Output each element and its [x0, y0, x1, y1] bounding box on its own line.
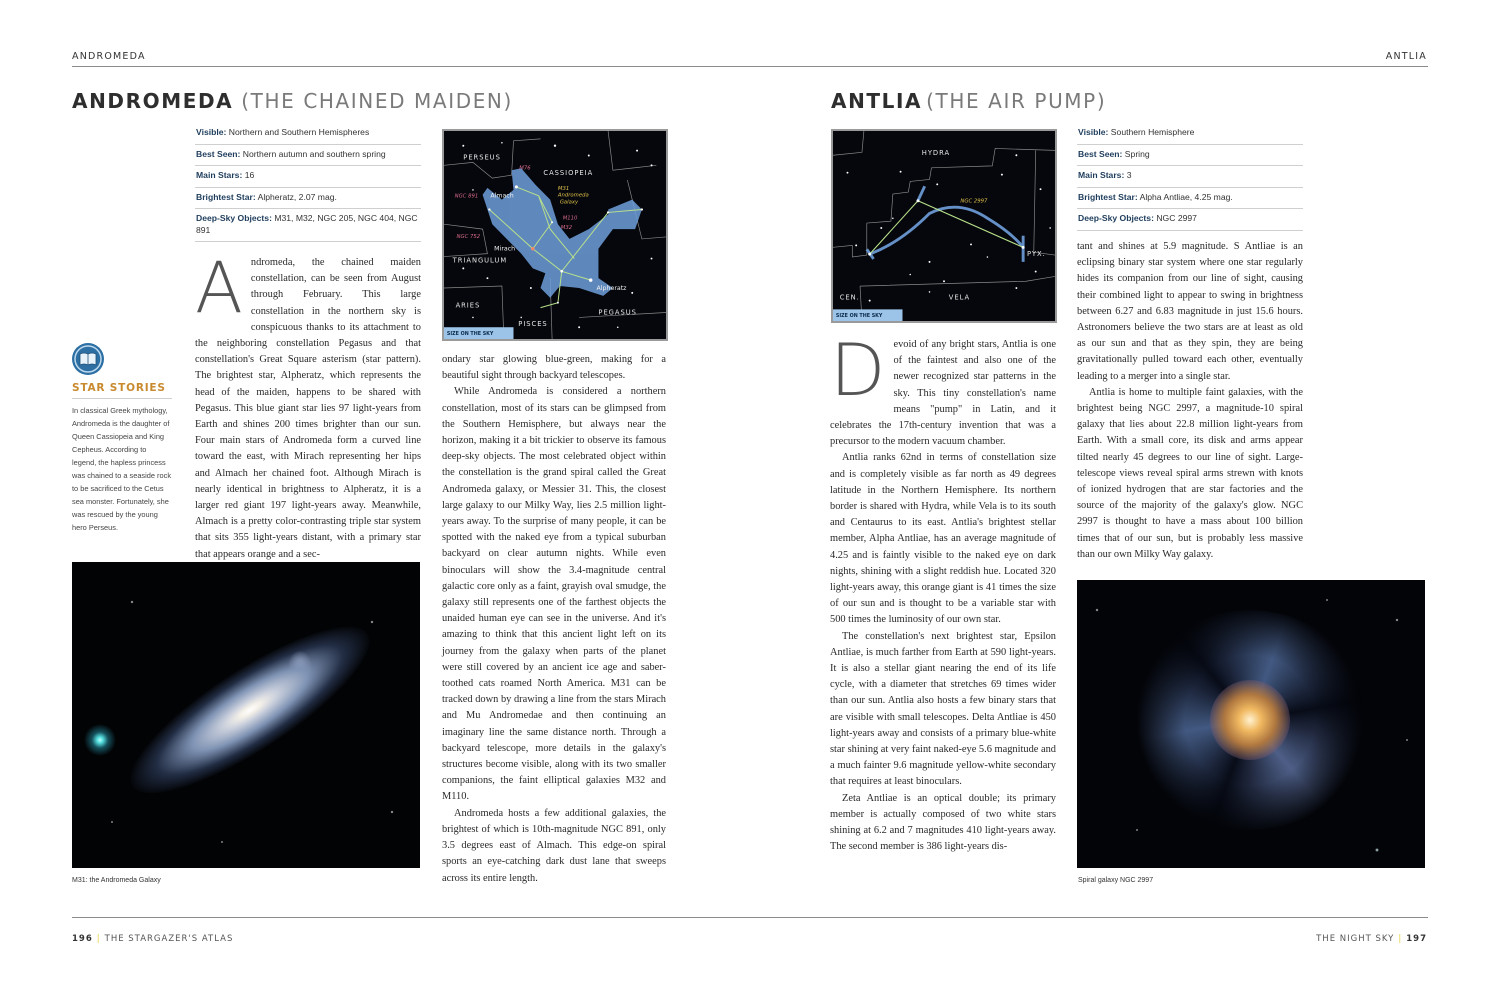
- andromeda-star-map: [442, 129, 668, 341]
- photo-caption-ngc2997: Spiral galaxy NGC 2997: [1078, 877, 1154, 884]
- page-title-andromeda: [72, 89, 513, 113]
- fact-value: Spring: [1122, 148, 1150, 159]
- paragraph: ndromeda, the chained maiden constellation, can be seen from August through February. This large constellation in the northern sky is conspicuous thanks to its attachment to the neighboring constellation Pegasus and that constellation's Great Square asterism (star pattern). The brightest star, Alpheratz, which represents the head of the maiden, happens to be shared with Pegasus. This blue giant star lies 97 light-years from Earth and shines 200 times brighter than our sun. Four main stars of Andromeda form a curved line toward the east, with Mirach representing her hips and Almach her chained foot. Although Mirach is nearly identical in brightness to Alpheratz, it is a larger red giant 197 light-years away. Meanwhile, Almach is a pretty color-contrasting triple star system that sits 355 light-years distant, with a primary star that appears orange and a sec-: [195, 257, 421, 560]
- ngc2997-galaxy-photo: [1077, 580, 1425, 868]
- running-head-left: ANDROMEDA: [72, 51, 146, 62]
- map-label-pegasus: PEGASUS: [598, 308, 637, 317]
- paragraph: While Andromeda is considered a northern constellation, most of its stars can be glimpsed from the Southern Hemisphere, but always near the horizon, making it a bit trickier to observe its famous deep-sky objects. The most celebrated object within the constellation is the grand spiral called the Great Andromeda galaxy, or Messier 31. This, the closest large galaxy to our Milky Way, lies 2.5 million light-years away. To the surprise of many people, it can be spotted with the naked eye from a typical suburban backyard on clear autumn nights. While even binoculars will show the 3.4-magnitude central galactic core only as a faint, grayish oval smudge, the galaxy still represents one of the farthest objects the unaided human eye can see in the universe. And it's amazing to think that this ancient light left on its journey from the galaxy when parts of the planet were still covered by an ancient ice age and saber-toothed cats roamed North America. M31 can be tracked down by drawing a line from the stars Mirach and Mu Andromedae and then continuing an imaginary line the same distance north. Through a backyard telescope, more details in the galaxy's structures become visible, along with its two smaller companions, the faint elliptical galaxies M32 and M110.: [442, 386, 666, 803]
- galaxy-core: [1210, 680, 1290, 760]
- fact-label: Best Seen:: [1078, 148, 1123, 159]
- size-on-sky-badge: SIZE ON THE SKY: [446, 331, 494, 338]
- paragraph: Antlia is home to multiple faint galaxies, with the brightest being NGC 2997, a magnitude-10 spiral galaxy that lies about 22.8 million light-years from Earth. With a small core, its disk and arms appear tilted nearly 45 degrees to our line of sight. Large-telescope views reveal spiral arms strewn with knots of ionized hydrogen that are star factories and the source of the majority of the galaxy's glow. NGC 2997 is thought to have a mass about 100 billion times that of our sun, but is probably less massive than our own Milky Way galaxy.: [1077, 386, 1303, 560]
- map-label-pyxis: PYX.: [1027, 250, 1046, 259]
- sidebar-text: In classical Greek mythology, Andromeda is the daughter of Queen Cassiopeia and King Cepheus. According to legend, the hapless princess was chained to a seaside rock to be sacrificed to the Cetus sea monster. Fortunately, she was rescued by the young hero Perseus.: [72, 406, 172, 532]
- galaxy-disk: [111, 600, 389, 820]
- page-number: 197: [1406, 934, 1427, 944]
- fact-value: M31, M32, NGC 205, NGC 404, NGC 891: [196, 213, 418, 235]
- fact-value: Southern Hemisphere: [1108, 127, 1195, 137]
- running-head-right: ANTLIA: [1385, 51, 1427, 62]
- map-star-alpheratz: Alpheratz: [596, 284, 627, 292]
- map-dso-m76: M76: [519, 165, 531, 172]
- map-galaxy-ngc2997: NGC 2997: [960, 198, 988, 205]
- map-star-mirach: Mirach: [494, 245, 516, 253]
- footer-rule: [72, 917, 1428, 918]
- map-dso-m32: M32: [560, 225, 573, 232]
- fact-value: Alpha Antliae, 4.25 mag.: [1137, 191, 1233, 202]
- map-dso-m110: M110: [562, 215, 578, 222]
- fact-label: Brightest Star:: [1078, 191, 1138, 202]
- facts-box-antlia: [1077, 123, 1303, 231]
- fact-label: Main Stars:: [1078, 170, 1125, 180]
- body-column-2: [442, 352, 666, 887]
- map-label-triangulum: TRIANGULUM: [452, 256, 508, 265]
- paragraph: Antlia ranks 62nd in terms of constellation size and is completely visible as far north as 49 degrees latitude in the Northern Hemisphere. Its northern border is shared with Hydra, while Vela is to its south and Centaurus to its east. Antlia's brightest stellar member, Alpha Antliae, has an average magnitude of 4.25 and is faintly visible to the naked eye on dark nights, shining with a slight reddish hue. Located 320 light-years away, this orange giant is 41 times the size of our sun and is thought to be a variable star with 500 times the luminosity of our own star.: [830, 452, 1056, 626]
- body-column-1: [195, 247, 421, 563]
- body-column-3: [830, 328, 1056, 856]
- fact-label: Deep-Sky Objects:: [196, 213, 272, 223]
- paragraph: Zeta Antliae is an optical double; its primary member is actually composed of two white stars shining at 6.2 and 7 magnitudes 410 light-years away. The second member is 386 light-years dis-: [830, 792, 1056, 853]
- stars: [847, 154, 1051, 301]
- constellation-borders: [833, 131, 1055, 321]
- fact-label: Main Stars:: [196, 170, 243, 180]
- fact-value: NGC 2997: [1153, 213, 1197, 223]
- fact-label: Visible:: [196, 127, 227, 137]
- paragraph: ondary star glowing blue-green, making for a beautiful sight through backyard telescopes.: [442, 354, 666, 382]
- fact-best-seen: [1077, 145, 1303, 167]
- map-star-almach: Almach: [490, 192, 514, 200]
- paragraph: evoid of any bright stars, Antlia is one of the faintest and also one of the newer recognized star patterns in the sky. This tiny constellation's name means "pump" in Latin, and it celebrates the 17th-century invention that was a precursor to the modern vacuum chamber.: [830, 339, 1056, 448]
- folio-right: [1316, 934, 1427, 944]
- header-rule: [72, 66, 1428, 67]
- page-number: 196: [72, 934, 93, 944]
- fact-value: 16: [242, 170, 255, 180]
- star-stories-sidebar: [72, 343, 172, 534]
- fact-brightest-star: [1077, 188, 1303, 210]
- map-dso-ngc752: NGC 752: [456, 233, 481, 240]
- photo-caption-m31: M31: the Andromeda Galaxy: [72, 877, 161, 884]
- map-galaxy-name: Andromeda: [557, 192, 589, 199]
- fact-main-stars: [195, 166, 421, 188]
- fact-value: 3: [1124, 170, 1132, 180]
- map-dso-ngc891: NGC 891: [454, 193, 479, 200]
- drop-cap: D: [830, 328, 886, 412]
- book-title: THE STARGAZER'S ATLAS: [104, 934, 234, 944]
- fact-main-stars: [1077, 166, 1303, 188]
- fact-value: Alpheratz, 2.07 mag.: [255, 191, 337, 202]
- body-column-4: [1077, 239, 1303, 563]
- paragraph: The constellation's next brightest star, Epsilon Antliae, is much farther from Earth at 590 light-years. It is also a stellar giant nearing the end of its life cycle, with a diameter that stretches 69 times wider than our sun. Antlia also hosts a few binary stars that are visible with small telescopes. Delta Antliae is 450 light-years away and consists of a primary blue-white star shining at very faint naked-eye 5.6 magnitude and a much fainter 9.6 magnitude yellow-white secondary that requires at least binoculars.: [830, 630, 1056, 788]
- fact-label: Visible:: [1078, 127, 1109, 137]
- map-galaxy-word: Galaxy: [559, 199, 579, 206]
- title-text: ANDROMEDA: [72, 89, 234, 113]
- title-subtitle: (THE CHAINED MAIDEN): [241, 89, 513, 113]
- folio-left: [72, 934, 233, 944]
- sidebar-title: STAR STORIES: [72, 382, 172, 399]
- paragraph: Andromeda hosts a few additional galaxies, the brightest of which is 10th-magnitude NGC 891, only 3.5 degrees east of Almach. This edge-on spiral sports an eye-catching dark dust lane that sweeps across its entire length.: [442, 807, 666, 884]
- map-label-centaurus: CEN.: [839, 293, 860, 302]
- fact-deep-sky: [1077, 209, 1303, 231]
- fact-label: Deep-Sky Objects:: [1078, 213, 1154, 223]
- fact-visible: [195, 123, 421, 145]
- facts-box-andromeda: [195, 123, 421, 242]
- size-on-sky-badge: SIZE ON THE SKY: [835, 314, 883, 320]
- andromeda-galaxy-photo: [72, 562, 420, 868]
- open-book-icon: [72, 343, 104, 375]
- fact-visible: [1077, 123, 1303, 145]
- map-label-perseus: PERSEUS: [463, 153, 501, 162]
- map-label-cassiopeia: CASSIOPEIA: [543, 169, 594, 178]
- fact-deep-sky: [195, 209, 421, 242]
- folio-divider: |: [1398, 934, 1403, 944]
- map-label-vela: VELA: [948, 293, 971, 302]
- map-label-aries: ARIES: [455, 301, 481, 310]
- map-galaxy-m31: M31: [557, 185, 570, 192]
- fact-best-seen: [195, 145, 421, 167]
- title-subtitle: (THE AIR PUMP): [926, 89, 1107, 113]
- map-label-pisces: PISCES: [518, 320, 548, 329]
- map-label-hydra: HYDRA: [921, 149, 951, 158]
- fact-label: Best Seen:: [196, 148, 241, 159]
- antlia-star-map: [831, 129, 1057, 323]
- fact-brightest-star: [195, 188, 421, 210]
- folio-divider: |: [96, 934, 101, 944]
- title-text: ANTLIA: [831, 89, 923, 113]
- section-title: THE NIGHT SKY: [1316, 934, 1395, 944]
- fact-label: Brightest Star:: [196, 191, 256, 202]
- fact-value: Northern autumn and southern spring: [240, 148, 386, 159]
- air-pump-figure: [867, 186, 1023, 262]
- drop-cap: A: [195, 247, 243, 329]
- paragraph: tant and shines at 5.9 magnitude. S Antliae is an eclipsing binary star system where one star regularly hides its companion from our line of sight, causing their combined light to appear to swing in brightness between 6.27 and 6.83 magnitude in just 15.6 hours. Astronomers believe the two stars are at least as old as our sun and that as they spin, they are being gravitationally pulled toward each other, eventually leading to a merger into a single star.: [1077, 241, 1303, 382]
- fact-value: Northern and Southern Hemispheres: [226, 127, 370, 137]
- page-title-antlia: [831, 89, 1106, 113]
